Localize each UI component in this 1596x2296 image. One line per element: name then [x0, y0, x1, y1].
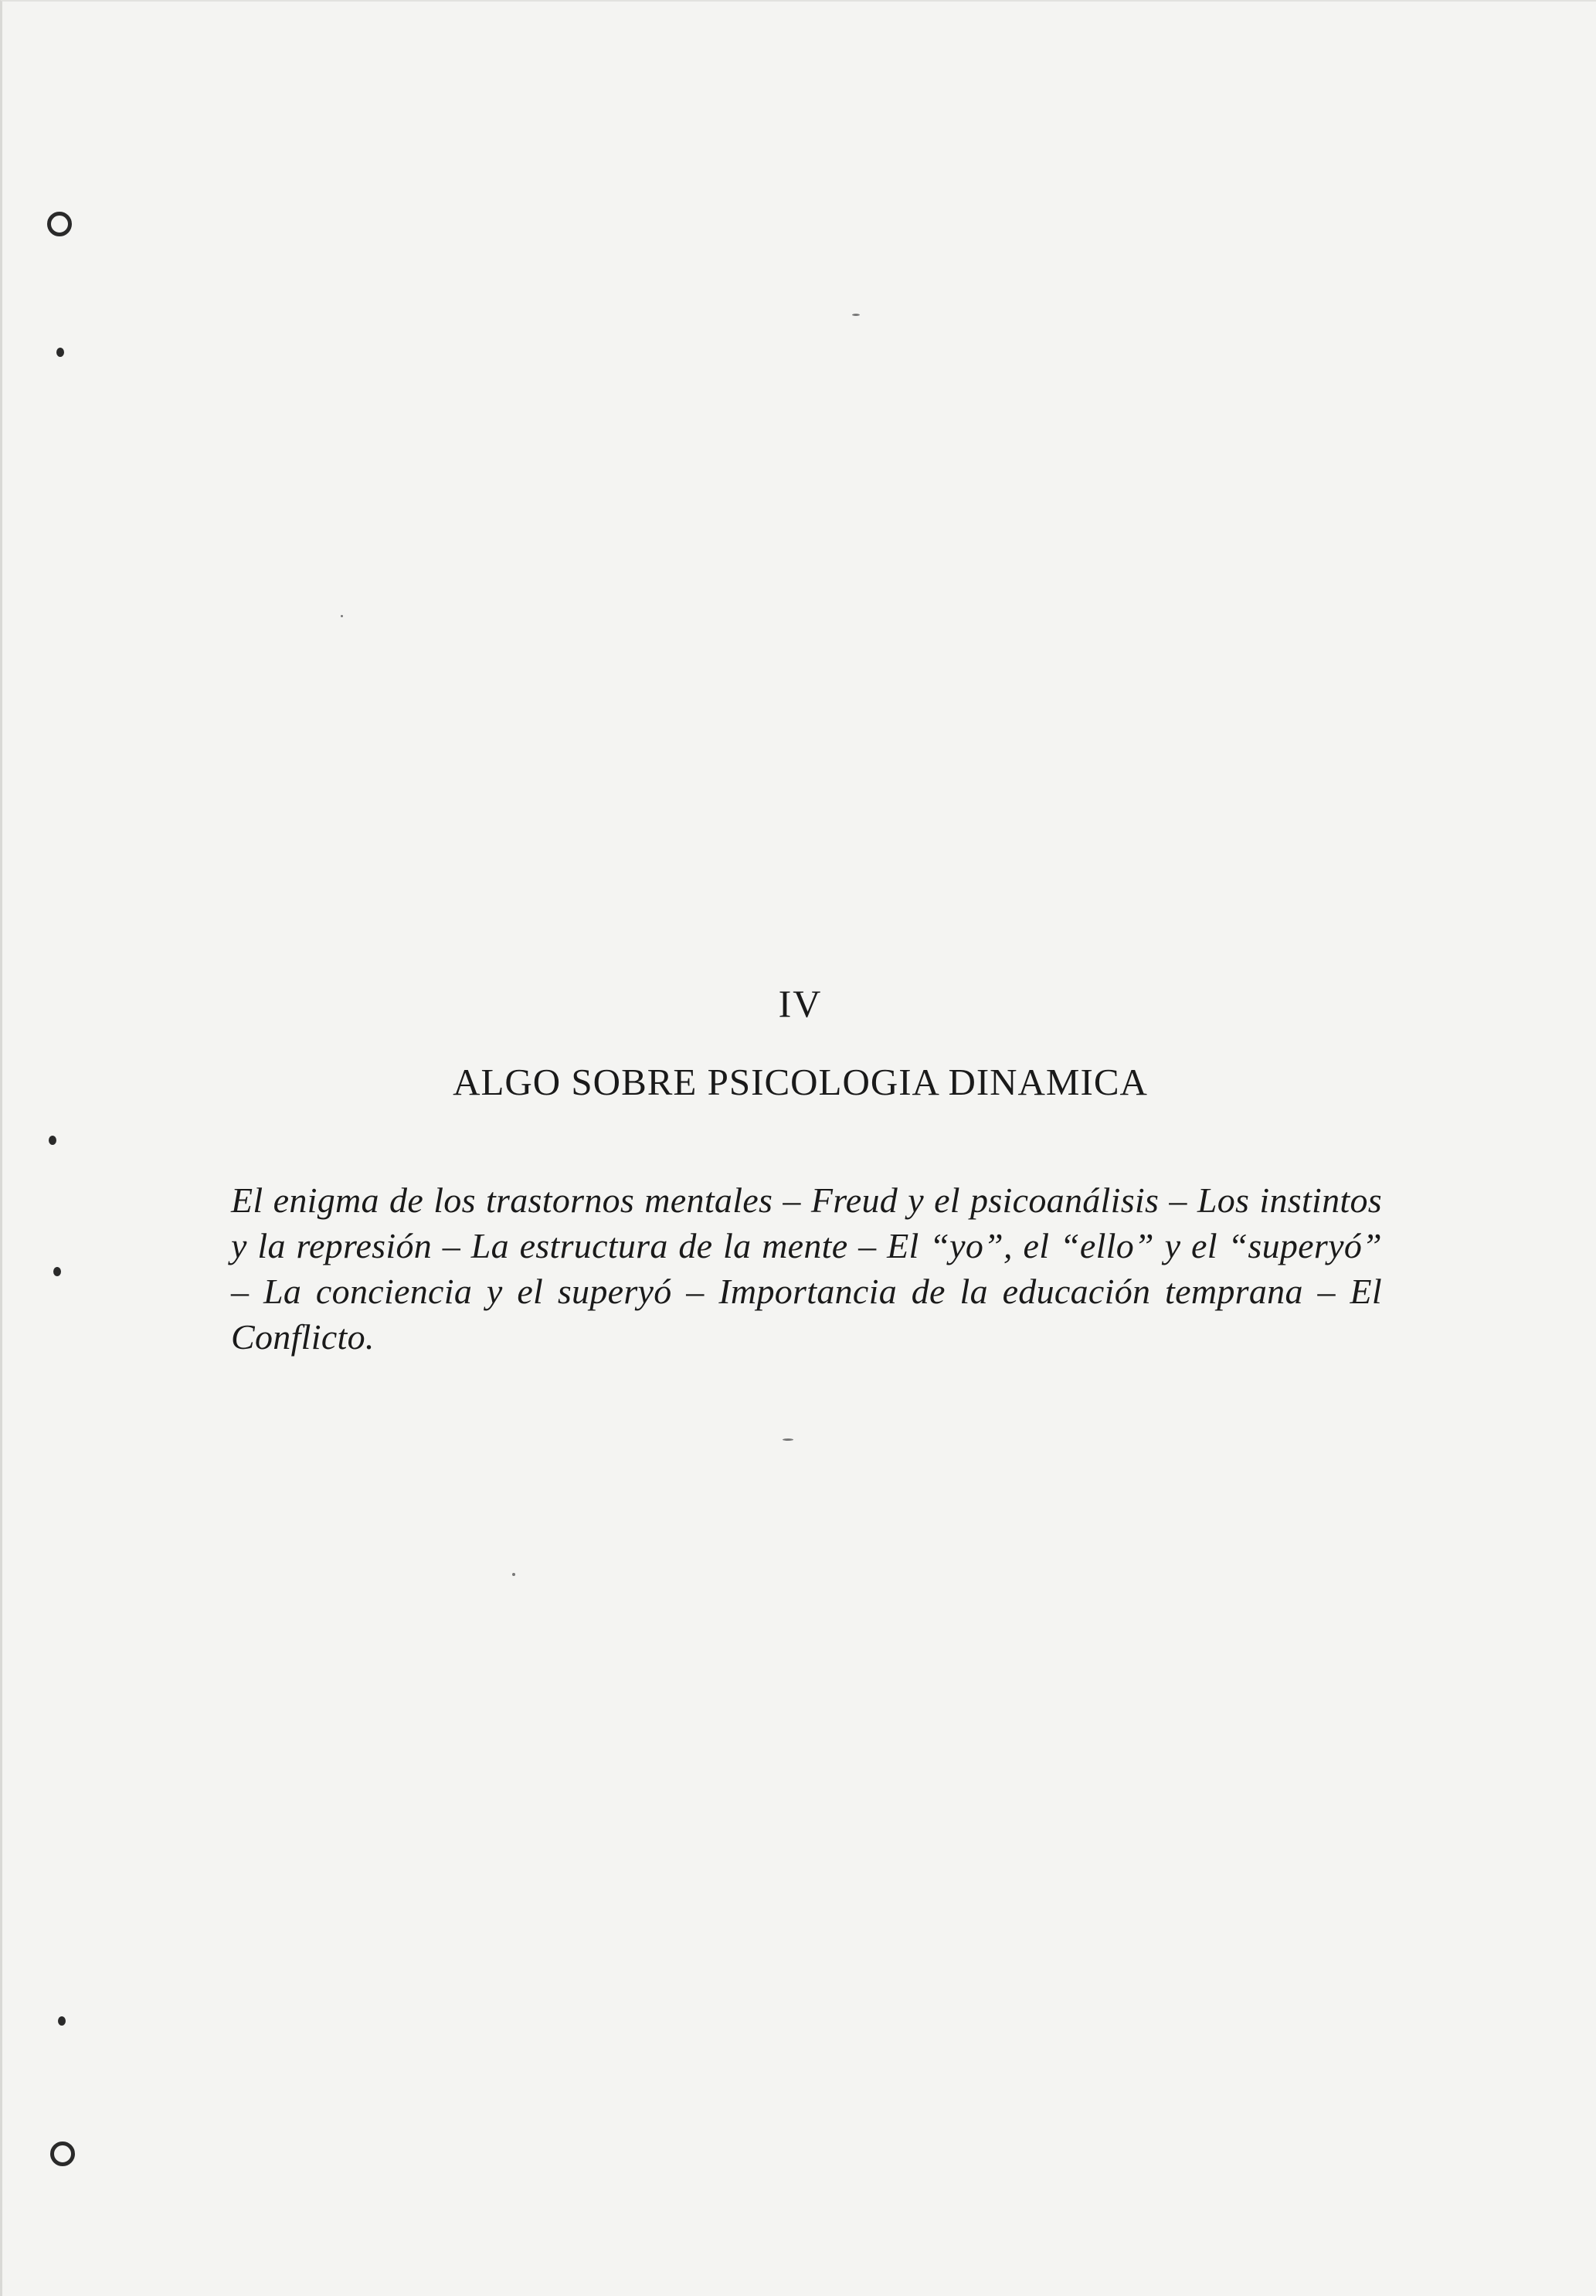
binder-mark — [58, 2016, 66, 2026]
binder-mark — [49, 1136, 56, 1145]
chapter-number: IV — [778, 982, 823, 1025]
paper-speck — [512, 1573, 515, 1576]
paper-speck — [341, 615, 343, 617]
paper-speck — [852, 314, 860, 316]
binder-hole-top — [47, 212, 72, 236]
binder-mark — [53, 1267, 61, 1276]
chapter-summary: El enigma de los trastornos mentales – Freud y el psicoanálisis – Los instintos y la represión – La estructura de la mente – El “yo”, el “ello” y el “superyó” – La conciencia y el superyó – Importancia de la educación temprana – El Conflicto. — [231, 1180, 1382, 1357]
binder-hole-bottom — [50, 2141, 75, 2166]
binder-mark — [56, 348, 64, 357]
paper-speck — [783, 1438, 793, 1441]
chapter-title: ALGO SOBRE PSICOLOGIA DINAMICA — [453, 1061, 1148, 1103]
